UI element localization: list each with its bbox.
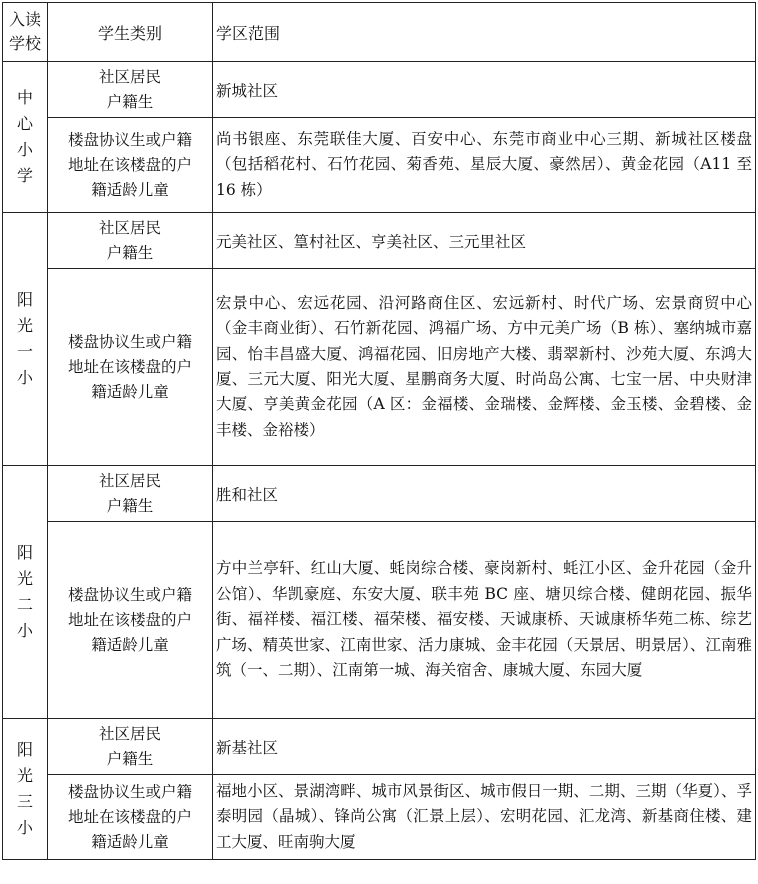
table-row (3, 522, 756, 719)
table-row (3, 118, 756, 213)
table-row (3, 213, 756, 269)
school-name (3, 466, 48, 719)
range-resident: 新城社区 (213, 62, 756, 118)
school-name (3, 719, 48, 860)
range-resident: 元美社区、篁村社区、亨美社区、三元里社区 (213, 213, 756, 269)
table-row (3, 269, 756, 466)
table-row (3, 62, 756, 118)
category-estate (48, 522, 213, 719)
category-text: 社区居民 户籍生 (98, 471, 161, 515)
range-estate: 尚书银座、东莞联佳大厦、百安中心、东莞市商业中心三期、新城社区楼盘（包括稻花村、石竹花园、菊香苑、星辰大厦、豪然居）、黄金花园（A11 至 16 栋） (213, 118, 756, 213)
category-text: 楼盘协议生或户籍 地址在该楼盘的户 籍适龄儿童 (67, 782, 192, 851)
table-row (3, 466, 756, 522)
category-resident (48, 62, 213, 118)
school-name-text: 中 心 小 学 (16, 88, 33, 185)
category-text: 社区居民 户籍生 (98, 67, 161, 111)
category-text: 楼盘协议生或户籍 地址在该楼盘的户 籍适龄儿童 (67, 130, 192, 199)
school-name (3, 62, 48, 213)
category-text: 社区居民 户籍生 (98, 724, 161, 768)
school-name-text: 阳 光 一 小 (16, 290, 33, 387)
school-name-text: 阳 光 二 小 (16, 543, 33, 640)
range-estate: 福地小区、景湖湾畔、城市风景街区、城市假日一期、二期、三期（华夏）、孚泰明园（晶城）、锋尚公寓（汇景上层）、宏明花园、汇龙湾、新基商住楼、建工大厦、旺南驹大厦 (213, 775, 756, 860)
header-school-text: 入读 学校 (8, 10, 41, 53)
header-range: 学区范围 (213, 3, 756, 62)
range-estate: 方中兰亭轩、红山大厦、蚝岗综合楼、豪岗新村、蚝江小区、金升花园（金升公馆）、华凯豪庭、东安大厦、联丰苑 BC 座、塘贝综合楼、健朗花园、振华街、福祥楼、福江楼、福荣楼、福安楼、天诚康桥、天诚康桥华苑二栋、综艺广场、精英世家、江南世家、活力康城、金丰花园（天景居、明景居）、江南雅筑（一、二期）、江南第一城、海关宿舍、康城大厦、东园大厦 (213, 522, 756, 719)
category-estate (48, 775, 213, 860)
table-row (3, 775, 756, 860)
category-resident (48, 213, 213, 269)
category-text: 社区居民 户籍生 (98, 218, 161, 262)
header-row (3, 3, 756, 62)
range-resident: 胜和社区 (213, 466, 756, 522)
range-resident: 新基社区 (213, 719, 756, 775)
school-district-table (2, 2, 756, 860)
category-resident (48, 719, 213, 775)
school-name (3, 213, 48, 466)
header-category: 学生类别 (48, 3, 213, 62)
category-text: 楼盘协议生或户籍 地址在该楼盘的户 籍适龄儿童 (67, 332, 192, 401)
category-estate (48, 118, 213, 213)
header-school (3, 3, 48, 62)
school-name-text: 阳 光 三 小 (16, 740, 33, 837)
table-row (3, 719, 756, 775)
category-resident (48, 466, 213, 522)
category-text: 楼盘协议生或户籍 地址在该楼盘的户 籍适龄儿童 (67, 585, 192, 654)
category-estate (48, 269, 213, 466)
range-estate: 宏景中心、宏远花园、沿河路商住区、宏远新村、时代广场、宏景商贸中心（金丰商业街）、石竹新花园、鸿福广场、方中元美广场（B 栋）、塞纳城市嘉园、怡丰昌盛大厦、鸿福花园、旧房地产大楼、翡翠新村、沙苑大厦、东鸿大厦、三元大厦、阳光大厦、星鹏商务大厦、时尚岛公寓、七宝一居、中央财津大厦、亨美黄金花园（A 区：金福楼、金瑞楼、金辉楼、金玉楼、金碧楼、金丰楼、金裕楼） (213, 269, 756, 466)
